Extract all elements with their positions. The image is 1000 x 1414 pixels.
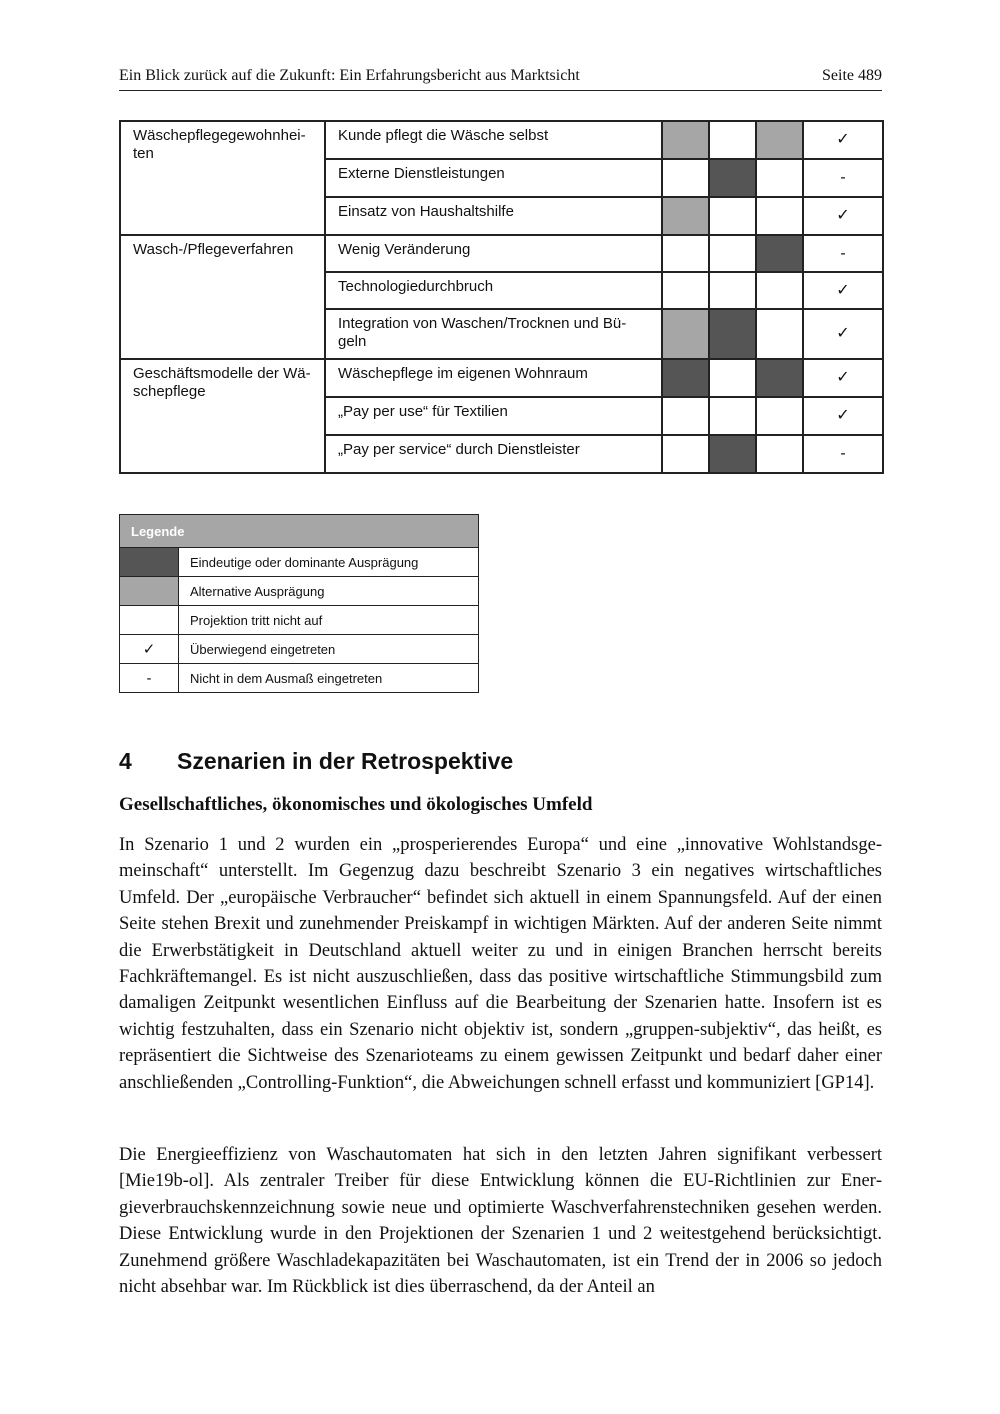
scenario-cell-white: [662, 272, 709, 309]
status-mark: ✓: [803, 121, 883, 159]
projection-label: Wäschepflege im eigenen Wohnraum: [325, 359, 662, 397]
projection-label: „Pay per service“ durch Dienstleister: [325, 435, 662, 473]
legend-row: [120, 664, 479, 693]
projection-label: Technologiedurchbruch: [325, 272, 662, 309]
scenario-cell-white: [756, 197, 803, 235]
scenario-cell-white: [756, 309, 803, 359]
projection-label: Externe Dienstleistungen: [325, 159, 662, 197]
scenario-cell-dark: [709, 159, 756, 197]
section-heading: [119, 748, 513, 775]
projection-label: Kunde pflegt die Wäsche selbst: [325, 121, 662, 159]
scenario-cell-white: [709, 235, 756, 272]
scenario-cell-white: [662, 397, 709, 435]
scenario-cell-white: [709, 121, 756, 159]
legend-text: Eindeutige oder dominante Ausprägung: [179, 548, 479, 577]
scenario-cell-dark: [709, 309, 756, 359]
scenario-cell-dark: [756, 359, 803, 397]
status-mark: ✓: [803, 309, 883, 359]
scenario-cell-white: [756, 397, 803, 435]
category-cell: Geschäftsmodelle der Wä- schepflege: [120, 359, 325, 473]
status-mark: -: [803, 159, 883, 197]
section-title: Szenarien in der Retrospektive: [177, 748, 514, 774]
legend-text: Überwiegend eingetreten: [179, 635, 479, 664]
table-row: [120, 359, 883, 397]
legend-text: Projektion tritt nicht auf: [179, 606, 479, 635]
legend-table: [119, 514, 479, 693]
legend-swatch: [120, 606, 179, 635]
legend-swatch: -: [120, 664, 179, 693]
table-row: [120, 121, 883, 159]
status-mark: -: [803, 435, 883, 473]
page-number: Seite 489: [822, 67, 882, 84]
status-mark: ✓: [803, 197, 883, 235]
projection-label: Wenig Veränderung: [325, 235, 662, 272]
table-row: [120, 235, 883, 272]
scenario-cell-white: [709, 197, 756, 235]
legend-swatch: ✓: [120, 635, 179, 664]
projection-label: Einsatz von Haushaltshilfe: [325, 197, 662, 235]
scenario-cell-light: [662, 309, 709, 359]
scenario-cell-white: [709, 272, 756, 309]
paragraph-1: In Szenario 1 und 2 wurden ein „prosperierendes Europa“ und eine „innovative Wohlstandsgemeinschaft“ unterstellt. Im Gegenzug dazu beschreibt Szenario 3 ein negatives wirtschaftliches Umfeld. Der „europäische Verbraucher“ befindet sich aktuell in einem Spannungsfeld. Auf der einen Seite stehen Brexit und zunehmender Preiskampf in wichtigen Märkten. Auf der anderen Seite nimmt die Erwerbstätigkeit in Deutschland aktuell weiter zu und in einigen Branchen herrscht bereits Fachkräftemangel. Es ist nicht auszuschließen, dass das positive wirtschaftliche Stimmungsbild zum damaligen Zeitpunkt wesentlichen Einfluss auf die Bearbeitung der Szenarien hatte. Insofern ist es wichtig festzuhalten, dass ein Szenario nicht objektiv ist, sondern „gruppen-subjektiv“, das heißt, es repräsentiert die Sichtweise des Szenarioteams zu einem gewissen Zeitpunkt und bedarf daher einer anschließenden „Controlling-Funktion“, die Abweichungen schnell erfasst und kommuniziert [GP14].: [119, 835, 882, 1093]
scenario-cell-dark: [662, 359, 709, 397]
category-cell: Wäschepflegegewohnhei- ten: [120, 121, 325, 235]
legend-row: [120, 606, 479, 635]
legend-text: Nicht in dem Ausmaß eingetreten: [179, 664, 479, 693]
scenario-cell-white: [662, 235, 709, 272]
status-mark: ✓: [803, 272, 883, 309]
running-title: Ein Blick zurück auf die Zukunft: Ein Erfahrungsbericht aus Marktsicht: [119, 67, 580, 84]
scenario-cell-white: [662, 435, 709, 473]
scenario-cell-light: [662, 197, 709, 235]
section-number: 4: [119, 748, 132, 774]
legend-title: Legende: [120, 515, 479, 548]
scenario-cell-white: [756, 159, 803, 197]
subsection-heading: Gesellschaftliches, ökonomisches und ökologisches Umfeld: [119, 794, 593, 815]
scenario-cell-light: [662, 121, 709, 159]
category-cell: Wasch-/Pflegeverfahren: [120, 235, 325, 359]
scenario-cell-light: [756, 121, 803, 159]
scenario-cell-white: [662, 159, 709, 197]
status-mark: -: [803, 235, 883, 272]
legend-row: [120, 548, 479, 577]
legend-swatch: [120, 577, 179, 606]
scenario-cell-white: [756, 435, 803, 473]
scenario-cell-dark: [709, 435, 756, 473]
projection-table: [119, 120, 884, 474]
legend-swatch: [120, 548, 179, 577]
scenario-cell-dark: [756, 235, 803, 272]
legend-text: Alternative Ausprägung: [179, 577, 479, 606]
scenario-cell-white: [709, 359, 756, 397]
status-mark: ✓: [803, 359, 883, 397]
projection-label: „Pay per use“ für Textilien: [325, 397, 662, 435]
legend-row: [120, 635, 479, 664]
projection-label: Integration von Waschen/Trocknen und Bü- geln: [325, 309, 662, 359]
legend-row: [120, 577, 479, 606]
paragraph-2: Die Energieeffizienz von Waschautomaten hat sich in den letzten Jahren signifikant verbessert [Mie19b-ol]. Als zentraler Treiber für diese Entwicklung können die EU-Richtlinien zur Energieverbrauchskennzeichnung sowie neue und optimierte Waschverfahrenstechniken gesehen werden. Diese Entwicklung wurde in den Projektionen der Szenarien 1 und 2 weitestgehend berücksichtigt. Zunehmend größere Waschladekapazitäten bei Waschautomaten, ist ein Trend der in 2006 so jedoch nicht absehbar war. Im Rückblick ist dies überraschend, da der Anteil an: [119, 1145, 882, 1298]
scenario-cell-white: [756, 272, 803, 309]
page-header: [119, 64, 882, 91]
scenario-cell-white: [709, 397, 756, 435]
status-mark: ✓: [803, 397, 883, 435]
